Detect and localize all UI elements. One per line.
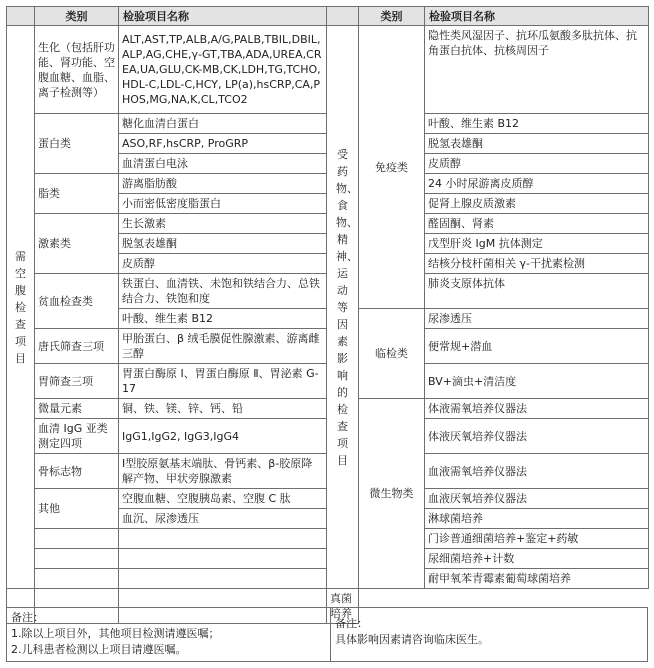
test-items-table bbox=[6, 6, 649, 624]
micro-item: 血液厌氧培养仪器法 bbox=[425, 489, 649, 509]
category-other: 其他 bbox=[35, 489, 119, 529]
blank-cell bbox=[119, 549, 327, 569]
immune-item: 结核分枝杆菌相关 γ-干扰素检测 bbox=[425, 254, 649, 274]
clinical-item: 尿渗透压 bbox=[425, 309, 649, 329]
immune-item: 醛固酮、肾素 bbox=[425, 214, 649, 234]
notes-left-title: 备注： bbox=[11, 611, 44, 624]
header-row bbox=[7, 7, 649, 26]
header-category-right: 类别 bbox=[359, 7, 425, 26]
immune-item: 戊型肝炎 IgM 抗体测定 bbox=[425, 234, 649, 254]
category-protein: 蛋白类 bbox=[35, 114, 119, 174]
downs-item: 甲胎蛋白、β 绒毛膜促性腺激素、游离雌三醇 bbox=[119, 329, 327, 364]
micro-item: 尿细菌培养+计数 bbox=[425, 549, 649, 569]
notes-panel bbox=[6, 607, 648, 662]
protein-item: 糖化血清白蛋白 bbox=[119, 114, 327, 134]
category-immune: 免疫类 bbox=[359, 26, 425, 309]
blank-cell bbox=[35, 549, 119, 569]
category-hormone: 激素类 bbox=[35, 214, 119, 274]
fasting-section-label bbox=[7, 26, 35, 589]
immune-item: 肺炎支原体抗体 bbox=[425, 274, 649, 309]
affected-section-label bbox=[327, 26, 359, 589]
hormone-item: 脱氢表雄酮 bbox=[119, 234, 327, 254]
micro-item: 血液需氧培养仪器法 bbox=[425, 454, 649, 489]
immune-item: 隐性类风湿因子、抗环瓜氨酸多肽抗体、抗角蛋白抗体、抗核周因子 bbox=[425, 26, 649, 114]
category-gastric: 胃筛查三项 bbox=[35, 364, 119, 399]
notes-left-line1: 1.除以上项目外，其他项目检测请遵医嘱； bbox=[11, 627, 220, 640]
fasting-section-text: 需空腹检查项目 bbox=[15, 249, 26, 365]
bone-item: Ⅰ型胶原氨基末端肽、骨钙素、β-胶原降解产物、甲状旁腺激素 bbox=[119, 454, 327, 489]
other-item: 血沉、尿渗透压 bbox=[119, 509, 327, 529]
items-biochem: ALT,AST,TP,ALB,A/G,PALB,TBIL,DBIL,ALP,AG,CHE,γ-GT,TBA,ADA,UREA,CREA,UA,GLU,CK-MB,CK,LDH,TG,TCHO,HDL-C,LDL-C,HCY, LP(a),hsCRP,CA,PHOS,MG,NA,K,CL,TCO2 bbox=[119, 26, 327, 114]
header-item-name-right: 检验项目名称 bbox=[425, 7, 649, 26]
category-bone: 骨标志物 bbox=[35, 454, 119, 489]
protein-item: 血清蛋白电泳 bbox=[119, 154, 327, 174]
category-clinical: 临检类 bbox=[359, 309, 425, 399]
lipid-item: 小而密低密度脂蛋白 bbox=[119, 194, 327, 214]
category-lipid: 脂类 bbox=[35, 174, 119, 214]
header-item-name-left: 检验项目名称 bbox=[119, 7, 327, 26]
notes-right-title: 备注： bbox=[335, 617, 368, 630]
hormone-item: 皮质醇 bbox=[119, 254, 327, 274]
micro-item: 门诊普通细菌培养+鉴定+药敏 bbox=[425, 529, 649, 549]
trace-item: 铜、铁、镁、锌、钙、铅 bbox=[119, 399, 327, 419]
category-downs: 唐氏筛查三项 bbox=[35, 329, 119, 364]
clinical-item: BV+滴虫+清洁度 bbox=[425, 364, 649, 399]
micro-item: 真菌培养 bbox=[327, 589, 359, 624]
immune-item: 24 小时尿游离皮质醇 bbox=[425, 174, 649, 194]
category-micro: 微生物类 bbox=[359, 399, 425, 589]
blank-cell bbox=[119, 529, 327, 549]
immune-item: 皮质醇 bbox=[425, 154, 649, 174]
clinical-item: 便常规+潜血 bbox=[425, 329, 649, 364]
category-anemia: 贫血检查类 bbox=[35, 274, 119, 329]
affected-section-text: 受药物、食物、精神、运动等因素影响的检查项目 bbox=[336, 147, 358, 467]
table-row bbox=[7, 26, 649, 114]
category-biochem: 生化（包括肝功能、肾功能、空腹血糖、血脂、离子检测等） bbox=[35, 26, 119, 114]
micro-item: 体液需氧培养仪器法 bbox=[425, 399, 649, 419]
category-igg: 血清 IgG 亚类测定四项 bbox=[35, 419, 119, 454]
igg-item: IgG1,IgG2, IgG3,IgG4 bbox=[119, 419, 327, 454]
blank-cell bbox=[35, 569, 119, 589]
notes-right-line1: 具体影响因素请咨询临床医生。 bbox=[335, 633, 489, 646]
header-blank-left bbox=[7, 7, 35, 26]
blank-cell bbox=[35, 529, 119, 549]
header-category-left: 类别 bbox=[35, 7, 119, 26]
header-blank-right bbox=[327, 7, 359, 26]
hormone-item: 生长激素 bbox=[119, 214, 327, 234]
lipid-item: 游离脂肪酸 bbox=[119, 174, 327, 194]
anemia-item: 叶酸、维生素 B12 bbox=[119, 309, 327, 329]
micro-item: 体液厌氧培养仪器法 bbox=[425, 419, 649, 454]
protein-item: ASO,RF,hsCRP, ProGRP bbox=[119, 134, 327, 154]
notes-left-line2: 2.儿科患者检测以上项目请遵医嘱。 bbox=[11, 643, 187, 656]
immune-item: 促肾上腺皮质激素 bbox=[425, 194, 649, 214]
category-trace: 微量元素 bbox=[35, 399, 119, 419]
micro-item: 耐甲氧苯青霉素葡萄球菌培养 bbox=[425, 569, 649, 589]
notes-left bbox=[7, 608, 331, 661]
gastric-item: 胃蛋白酶原 Ⅰ、胃蛋白酶原 Ⅱ、胃泌素 G-17 bbox=[119, 364, 327, 399]
notes-right bbox=[331, 608, 647, 661]
immune-item: 叶酸、维生素 B12 bbox=[425, 114, 649, 134]
micro-item: 淋球菌培养 bbox=[425, 509, 649, 529]
other-item: 空腹血糖、空腹胰岛素、空腹 C 肽 bbox=[119, 489, 327, 509]
blank-cell bbox=[119, 569, 327, 589]
anemia-item: 铁蛋白、血清铁、未饱和铁结合力、总铁结合力、铁饱和度 bbox=[119, 274, 327, 309]
immune-item: 脱氢表雄酮 bbox=[425, 134, 649, 154]
